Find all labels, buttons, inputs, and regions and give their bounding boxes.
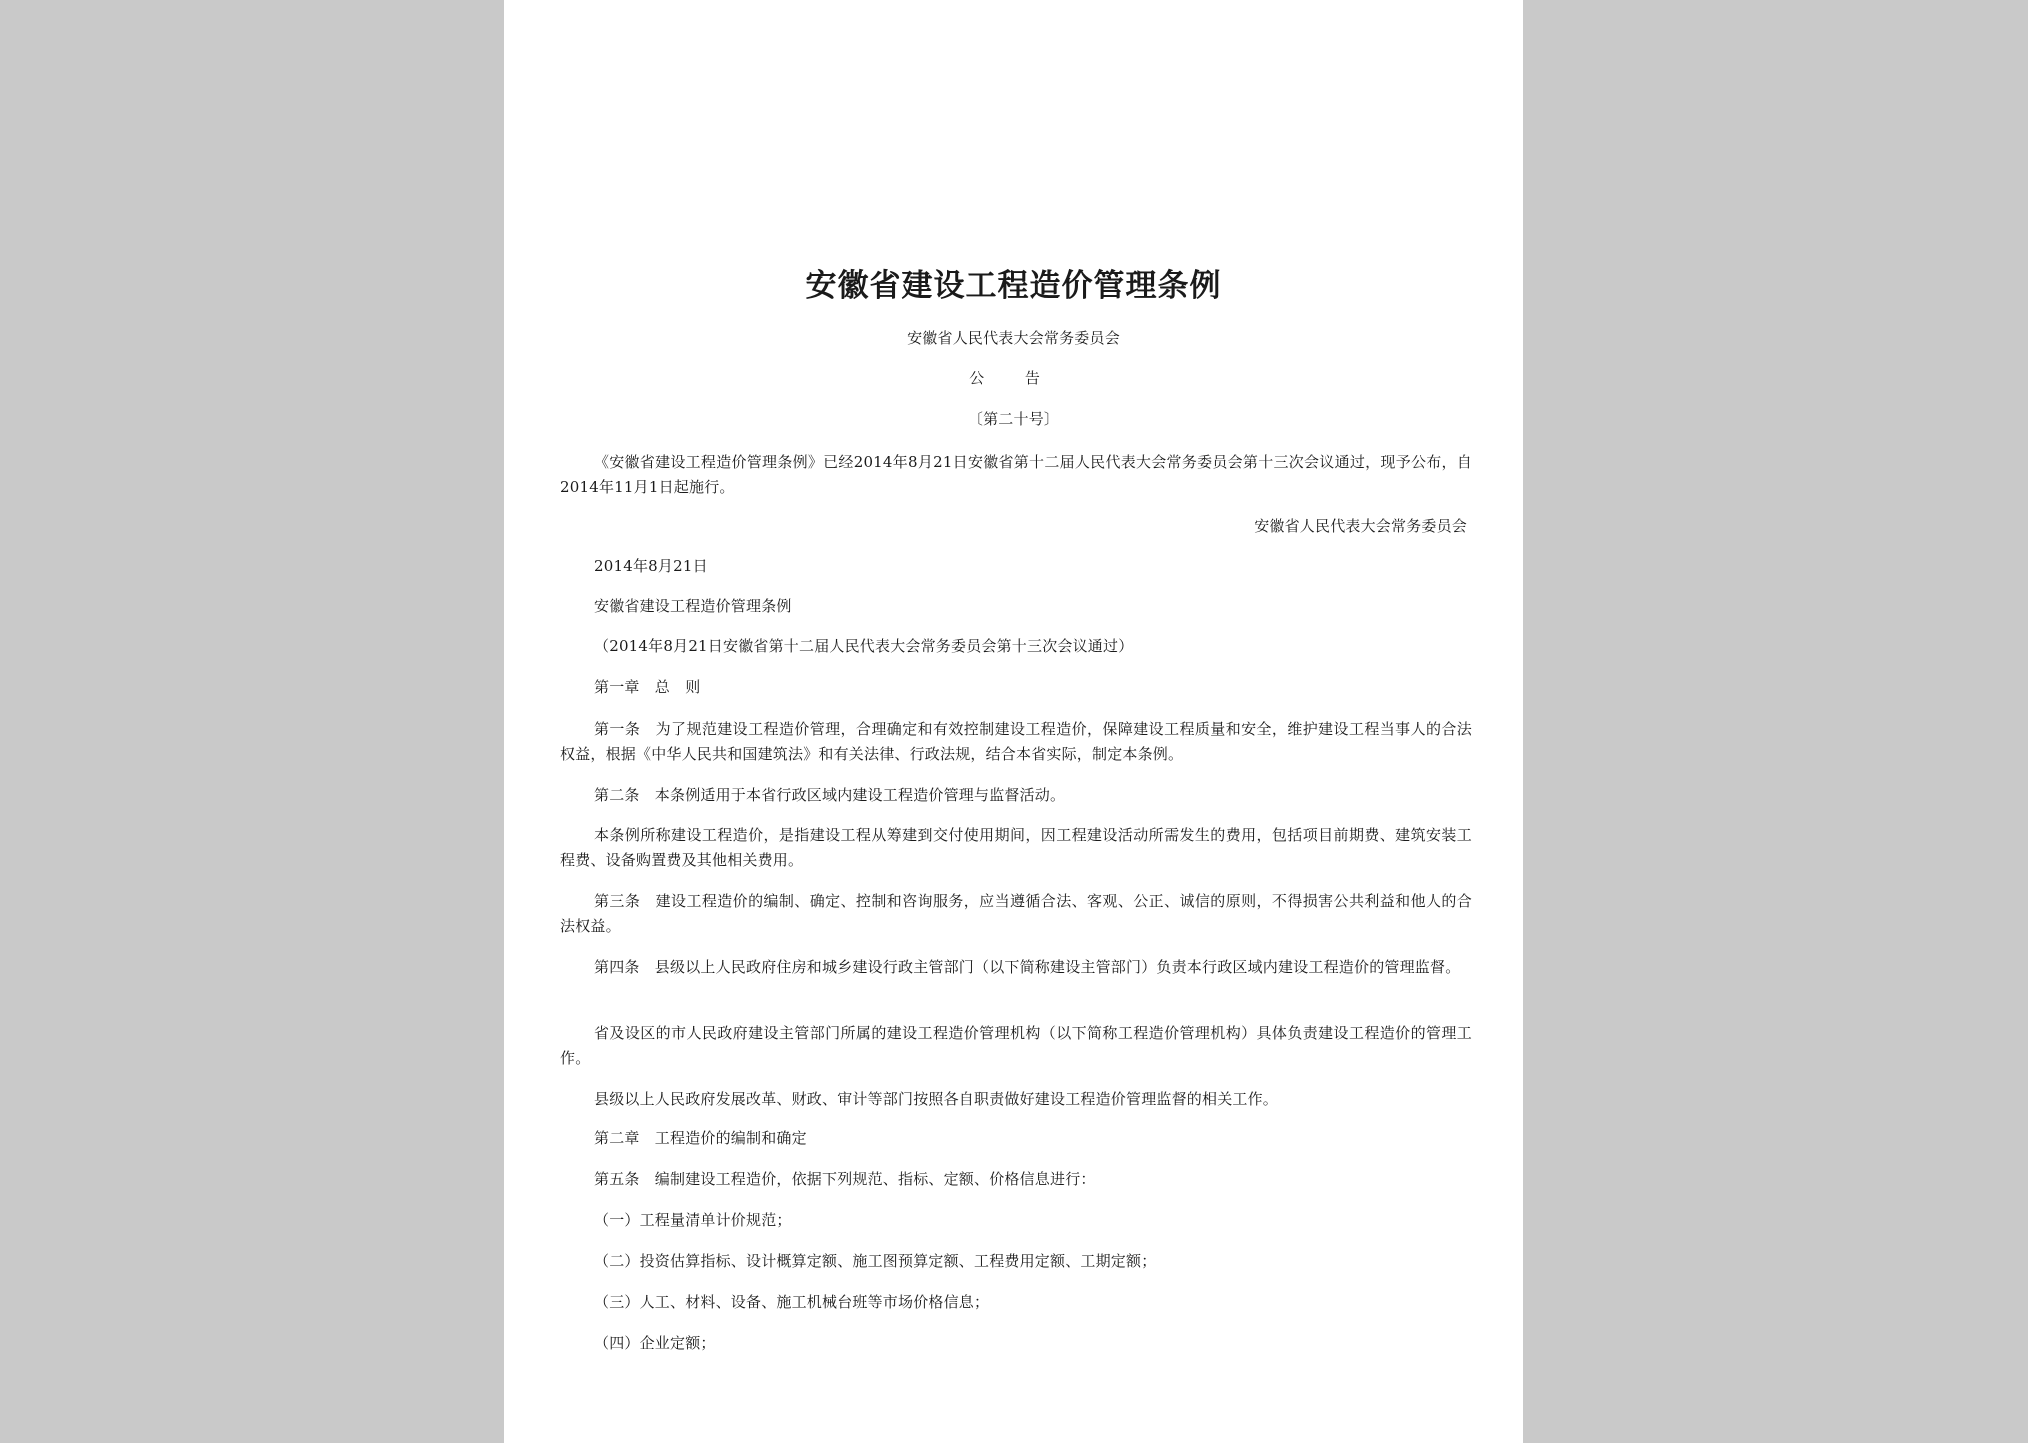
list-item: （三）人工、材料、设备、施工机械台班等市场价格信息； bbox=[594, 1293, 990, 1311]
article-paragraph: 第三条 建设工程造价的编制、确定、控制和咨询服务，应当遵循合法、客观、公正、诚信的原则，不得损害公共利益和他人的合法权益。 bbox=[560, 892, 1472, 935]
list-item: （四）企业定额； bbox=[594, 1334, 716, 1352]
chapter-heading: 第一章 总 则 bbox=[594, 678, 701, 696]
notice-heading: 公 告 bbox=[969, 369, 1058, 387]
signature: 安徽省人民代表大会常务委员会 bbox=[1254, 517, 1467, 535]
adoption-note: （2014年8月21日安徽省第十二届人民代表大会常务委员会第十三次会议通过） bbox=[594, 637, 1134, 655]
date: 2014年8月21日 bbox=[594, 557, 708, 575]
article-paragraph: 县级以上人民政府发展改革、财政、审计等部门按照各自职责做好建设工程造价管理监督的相关工作。 bbox=[594, 1090, 1279, 1108]
issuer: 安徽省人民代表大会常务委员会 bbox=[907, 329, 1120, 347]
article-paragraph: 第一条 为了规范建设工程造价管理，合理确定和有效控制建设工程造价，保障建设工程质量和安全，维护建设工程当事人的合法权益，根据《中华人民共和国建筑法》和有关法律、行政法规，结合本省实际，制定本条例。 bbox=[560, 720, 1472, 763]
document-page bbox=[504, 0, 1523, 1443]
regulation-name: 安徽省建设工程造价管理条例 bbox=[594, 597, 792, 615]
list-item: （二）投资估算指标、设计概算定额、施工图预算定额、工程费用定额、工期定额； bbox=[594, 1252, 1157, 1270]
article-paragraph: 第二条 本条例适用于本省行政区域内建设工程造价管理与监督活动。 bbox=[594, 786, 1066, 804]
announcement-paragraph: 《安徽省建设工程造价管理条例》已经2014年8月21日安徽省第十二届人民代表大会常务委员会第十三次会议通过，现予公布，自2014年11月1日起施行。 bbox=[560, 453, 1472, 496]
notice-number: 〔第二十号〕 bbox=[967, 410, 1060, 428]
article-paragraph: 第四条 县级以上人民政府住房和城乡建设行政主管部门（以下简称建设主管部门）负责本行政区域内建设工程造价的管理监督。 bbox=[594, 958, 1461, 976]
article-paragraph: 第五条 编制建设工程造价，依据下列规范、指标、定额、价格信息进行： bbox=[594, 1170, 1096, 1188]
chapter-heading: 第二章 工程造价的编制和确定 bbox=[594, 1129, 807, 1147]
article-paragraph: 省及设区的市人民政府建设主管部门所属的建设工程造价管理机构（以下简称工程造价管理机构）具体负责建设工程造价的管理工作。 bbox=[560, 1024, 1472, 1067]
list-item: （一）工程量清单计价规范； bbox=[594, 1211, 792, 1229]
document-title: 安徽省建设工程造价管理条例 bbox=[805, 268, 1222, 304]
article-paragraph: 本条例所称建设工程造价，是指建设工程从筹建到交付使用期间，因工程建设活动所需发生的费用，包括项目前期费、建筑安装工程费、设备购置费及其他相关费用。 bbox=[560, 826, 1472, 869]
